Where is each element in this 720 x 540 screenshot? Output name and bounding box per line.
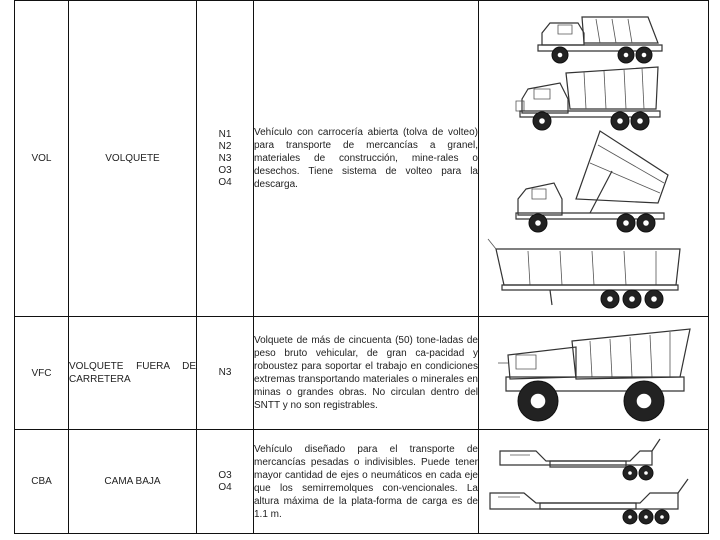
lowbed-trailer-short-icon: [500, 439, 660, 480]
dump-semitrailer-icon: [488, 239, 680, 308]
category-item: N2: [218, 140, 232, 152]
vehicle-classification-table: [14, 0, 709, 534]
small-dump-truck-icon: [538, 17, 662, 63]
vehicle-description: Vehículo diseñado para el transporte de mercancías pesadas o indivisibles. Puede tener mayor cantidad de ejes o neumáticos en cada eje que los semirremolques con-vencionales. La altura máxima de la plata-forma de carga es de 1.1 m.: [254, 430, 479, 534]
category-item: O4: [218, 481, 232, 493]
table-row-vol: [15, 1, 709, 317]
medium-dump-truck-icon: [516, 67, 660, 130]
category-item: N3: [218, 152, 232, 164]
category-item: O3: [218, 469, 232, 481]
vehicle-name: VOLQUETE FUERA DE CARRETERA: [69, 317, 197, 430]
category-item: N1: [218, 128, 232, 140]
table-row-vfc: [15, 317, 709, 430]
vehicle-name: CAMA BAJA: [69, 430, 197, 534]
vehicle-categories: [197, 1, 254, 317]
vehicle-image-cell: [479, 430, 709, 534]
lowbed-trailer-illustrations-icon: [480, 433, 708, 531]
vehicle-description: Vehículo con carrocería abierta (tolva de volteo) para transporte de mercancías a granel, materiales de construcción, mine-rales o desechos. Tiene sistema de volteo para la descarga.: [254, 1, 479, 317]
vehicle-image-cell: [479, 1, 709, 317]
vehicle-categories: [197, 317, 254, 430]
category-item: O3: [218, 164, 232, 176]
category-item: N3: [218, 367, 232, 378]
table-row-cba: [15, 430, 709, 534]
tipping-dump-truck-icon: [516, 131, 668, 232]
vehicle-code: VOL: [15, 1, 69, 317]
dump-truck-illustrations-icon: [480, 3, 708, 315]
vehicle-description: Volquete de más de cincuenta (50) tone-ladas de peso bruto vehicular, de gran ca-pacidad y roboustez para soportar el trabajo en condiciones extremas transportando materiales o minerales en minas o grandes obras. No circulan dentro del SNTT y no son registrables.: [254, 317, 479, 430]
vehicle-code: VFC: [15, 317, 69, 430]
vehicle-name: VOLQUETE: [69, 1, 197, 317]
vehicle-categories: [197, 430, 254, 534]
vehicle-image-cell: [479, 317, 709, 430]
category-item: O4: [218, 176, 232, 188]
lowbed-trailer-long-icon: [490, 479, 688, 524]
vehicle-code: CBA: [15, 430, 69, 534]
off-road-dump-truck-illustration-icon: [480, 319, 708, 427]
